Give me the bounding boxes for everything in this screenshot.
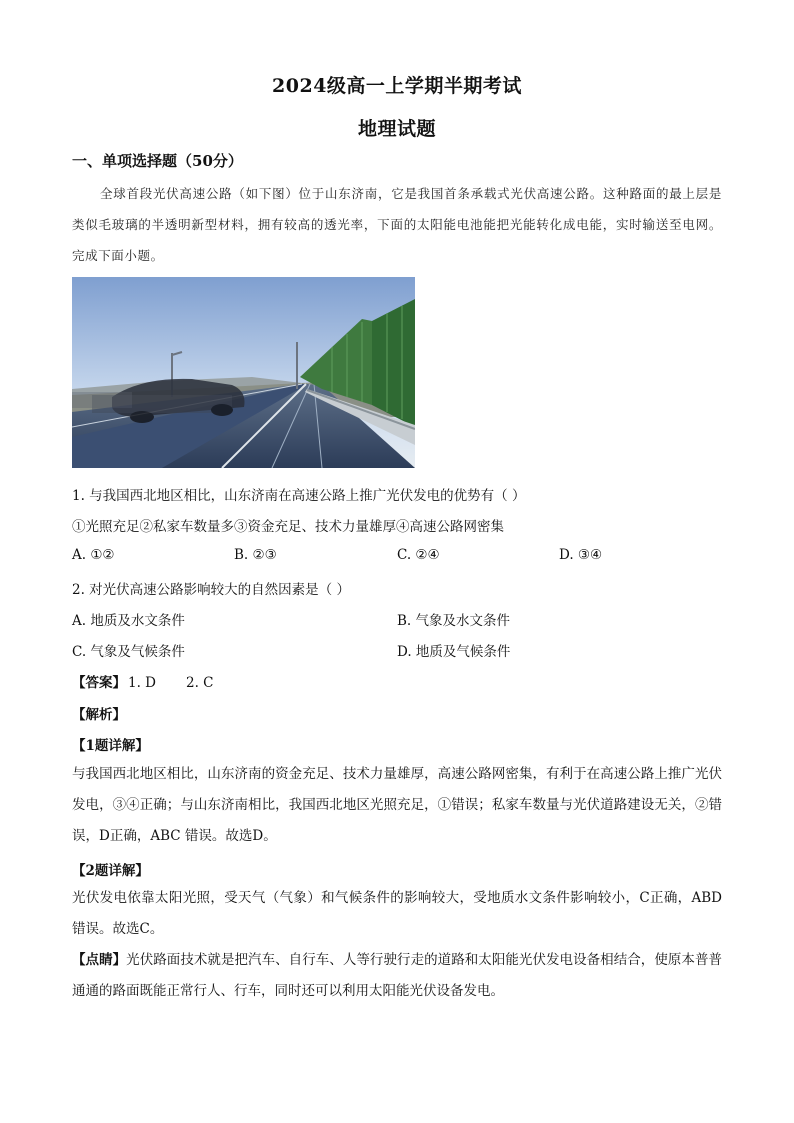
analysis-label: 【解析】 xyxy=(72,707,126,723)
question-1-option-a: A. ①② xyxy=(72,547,115,563)
page-subtitle: 地理试题 xyxy=(357,118,436,140)
detail-1-text: 与我国西北地区相比，山东济南的资金充足、技术力量雄厚，高速公路网密集，有利于在高速公路上推广光伏发电，③④正确；与山东济南相比，我国西北地区光照充足，①错误；私家车数量与光伏道路建设无关，②错误，D正确，ABC 错误。故选D。 xyxy=(72,766,722,844)
question-1-statements: ①光照充足②私家车数量多③资金充足、技术力量雄厚④高速公路网密集 xyxy=(72,519,504,535)
answer-q2: 2. C xyxy=(186,675,214,691)
question-1-option-b: B. ②③ xyxy=(234,547,277,563)
question-2-stem: 2. 对光伏高速公路影响较大的自然因素是（ ） xyxy=(72,582,350,598)
detail-1-label: 【1题详解】 xyxy=(72,738,149,754)
question-1-option-c: C. ②④ xyxy=(397,547,440,563)
question-1-option-d: D. ③④ xyxy=(559,547,603,563)
tip-text: 光伏路面技术就是把汽车、自行车、人等行驶行走的道路和太阳能光伏发电设备相结合，使原本普普通通的路面既能正常行人、行车，同时还可以利用太阳能光伏设备发电。 xyxy=(72,952,723,999)
detail-2-text: 光伏发电依靠太阳光照，受天气（气象）和气候条件的影响较大，受地质水文条件影响较小，C正确，ABD 错误。故选C。 xyxy=(72,890,722,937)
question-2-option-a: A. 地质及水文条件 xyxy=(72,613,185,629)
photo-illustration xyxy=(72,277,415,468)
detail-2-label: 【2题详解】 xyxy=(72,863,149,879)
answer-row xyxy=(72,671,214,691)
question-1-stem: 1. 与我国西北地区相比，山东济南在高速公路上推广光伏发电的优势有（ ） xyxy=(72,488,526,504)
answer-q1: 1. D xyxy=(128,675,156,691)
question-2-option-b: B. 气象及水文条件 xyxy=(397,613,511,629)
question-2-option-d: D. 地质及气候条件 xyxy=(397,644,511,660)
solar-highway-photo xyxy=(72,277,415,468)
tip-paragraph xyxy=(72,945,722,1007)
page-title: 2024级高一上学期半期考试 xyxy=(272,75,522,97)
intro-paragraph: 全球首段光伏高速公路（如下图）位于山东济南，它是我国首条承载式光伏高速公路。这种路面的最上层是类似毛玻璃的半透明新型材料，拥有较高的透光率，下面的太阳能电池能把光能转化成电能，实时输送至电网。完成下面小题。 xyxy=(72,186,722,263)
answer-label: 【答案】 xyxy=(72,675,126,691)
tip-label: 【点睛】 xyxy=(72,952,127,968)
question-2-option-c: C. 气象及气候条件 xyxy=(72,644,185,660)
section-heading: 一、单项选择题（50分） xyxy=(72,152,243,170)
